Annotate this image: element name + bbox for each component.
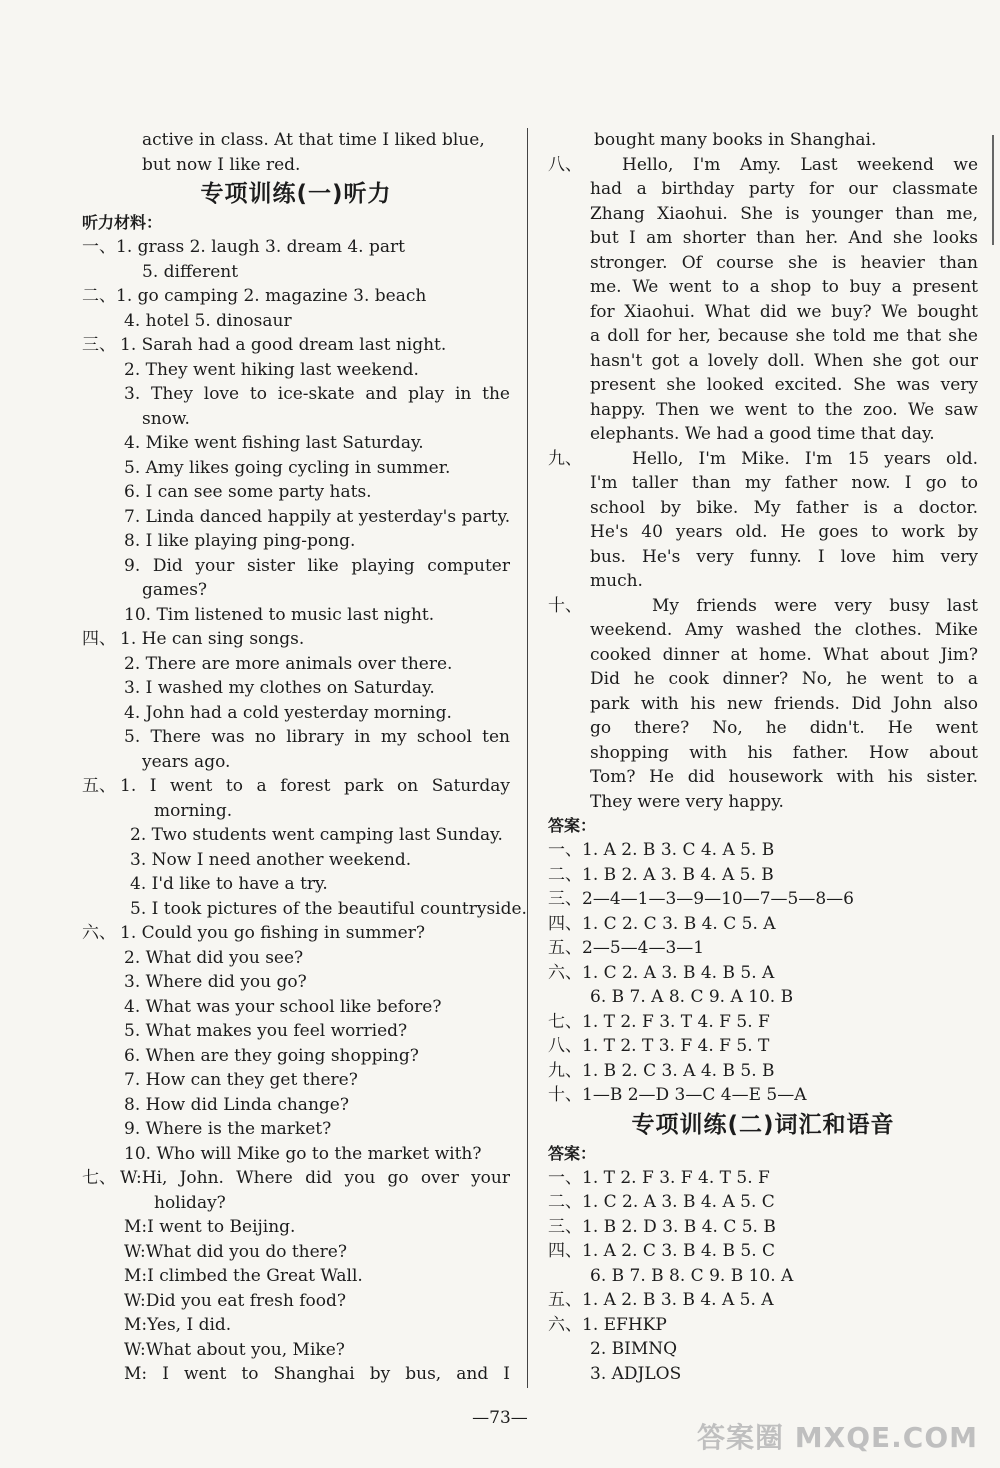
list-item: 2. What did you see? xyxy=(124,947,304,968)
item-text: Hello, I'm Amy. Last weekend we xyxy=(622,154,978,175)
item-text: My friends were very busy last xyxy=(652,595,978,616)
passage-line: for Xiaohui. What did we buy? We bought xyxy=(590,301,978,322)
item-text: 1. He can sing songs. xyxy=(120,629,305,649)
passage-line: He's 40 years old. He goes to work by xyxy=(590,522,978,542)
answer-row: 五、2—5—4—3—1 xyxy=(548,938,705,958)
answer-row: 三、1. B 2. D 3. B 4. C 5. B xyxy=(548,1216,776,1237)
dialogue-line: M:I climbed the Great Wall. xyxy=(124,1266,363,1286)
list-item: 3. I washed my clothes on Saturday. xyxy=(124,678,435,698)
list-item: 8. I like playing ping-pong. xyxy=(124,531,356,551)
answer-row: 6. B 7. B 8. C 9. B 10. A xyxy=(590,1265,794,1286)
section-label: 三、 xyxy=(82,335,116,355)
list-item: 2. There are more animals over there. xyxy=(124,653,453,674)
passage-line xyxy=(548,153,978,178)
list-item: 3. Where did you go? xyxy=(124,972,307,992)
list-item: 4. Mike went fishing last Saturday. xyxy=(124,433,424,453)
passage-line: me. We went to a shop to buy a present xyxy=(590,277,978,297)
passage-line: Did he cook dinner? No, he went to a xyxy=(590,669,978,689)
text-line: 4. hotel 5. dinosaur xyxy=(124,310,292,331)
list-item: 3. Now I need another weekend. xyxy=(130,849,412,870)
list-item: 9. Did your sister like playing computer xyxy=(124,555,510,576)
answer-row: 2. BIMNQ xyxy=(590,1339,678,1359)
answer-row: 八、1. T 2. T 3. F 4. F 5. T xyxy=(548,1036,770,1056)
passage-line: park with his new friends. Did John also xyxy=(590,693,978,714)
answer-row: 十、1—B 2—D 3—C 4—E 5—A xyxy=(548,1085,807,1105)
list-item xyxy=(82,333,510,358)
dialogue-line xyxy=(82,1166,510,1191)
answer-row: 六、1. EFHKP xyxy=(548,1314,667,1335)
passage-line: happy. Then we went to the zoo. We saw xyxy=(590,399,978,420)
answers-label: 答案： xyxy=(548,816,597,835)
section-label: 五、 xyxy=(82,776,116,796)
passage-line: They were very happy. xyxy=(590,791,784,812)
list-item xyxy=(82,774,510,799)
section-label: 九、 xyxy=(548,448,582,469)
answer-row: 五、1. A 2. B 3. B 4. A 5. A xyxy=(548,1290,774,1310)
list-item: 7. Linda danced happily at yesterday's party. xyxy=(124,506,511,527)
dialogue-line: W:What about you, Mike? xyxy=(124,1339,345,1360)
passage-line: cooked dinner at home. What about Jim? xyxy=(590,644,978,665)
list-item: 10. Who will Mike go to the market with? xyxy=(124,1143,482,1164)
item-text: W:Hi, John. Where did you go over your xyxy=(120,1168,510,1188)
passage-line xyxy=(548,447,978,472)
list-item: 5. There was no library in my school ten xyxy=(124,727,510,747)
watermark-logo: 答案圈 MXQE.COM xyxy=(697,1421,978,1454)
passage-line: school by bike. My father is a doctor. xyxy=(590,497,978,518)
passage-line xyxy=(548,594,978,619)
list-item: 5. I took pictures of the beautiful countryside. xyxy=(130,898,527,919)
list-item: years ago. xyxy=(142,751,231,772)
passage-line: much. xyxy=(590,571,643,591)
section-title: 专项训练(一)听力 xyxy=(200,181,392,207)
answer-row: 七、1. T 2. F 3. T 4. F 5. F xyxy=(548,1011,770,1032)
text-line: but now I like red. xyxy=(142,154,301,175)
section-label: 十、 xyxy=(548,595,582,616)
list-item: morning. xyxy=(154,800,233,821)
item-text: 1. I went to a forest park on Saturday xyxy=(120,776,510,796)
section-title: 专项训练(二)词汇和语音 xyxy=(631,1111,895,1138)
list-item: 2. They went hiking last weekend. xyxy=(124,359,419,380)
list-item: 6. I can see some party hats. xyxy=(124,482,372,502)
passage-line: hasn't got a lovely doll. When she got our xyxy=(590,350,978,371)
passage-line: go there? No, he didn't. He went xyxy=(590,718,978,738)
answer-row: 3. ADJLOS xyxy=(590,1363,682,1384)
section-label: 八、 xyxy=(548,154,582,175)
list-item: 4. What was your school like before? xyxy=(124,996,442,1017)
answer-row: 四、1. C 2. C 3. B 4. C 5. A xyxy=(548,913,776,934)
answer-row: 四、1. A 2. C 3. B 4. B 5. C xyxy=(548,1241,776,1261)
answer-row: 二、1. C 2. A 3. B 4. A 5. C xyxy=(548,1192,775,1212)
list-item: games? xyxy=(142,580,208,600)
list-item: 7. How can they get there? xyxy=(124,1070,358,1090)
list-item: 5. Amy likes going cycling in summer. xyxy=(124,457,451,478)
dialogue-line: M:Yes, I did. xyxy=(124,1315,232,1335)
list-item: 4. I'd like to have a try. xyxy=(130,874,328,894)
page-number: —73— xyxy=(472,1408,528,1428)
text-line: 一、1. grass 2. laugh 3. dream 4. part xyxy=(82,237,405,257)
text-line: 5. different xyxy=(142,261,239,282)
answer-row: 6. B 7. A 8. C 9. A 10. B xyxy=(590,987,794,1007)
list-item: 9. Where is the market? xyxy=(124,1119,332,1139)
list-item: 8. How did Linda change? xyxy=(124,1094,349,1115)
answer-row: 一、1. T 2. F 3. F 4. T 5. F xyxy=(548,1167,770,1188)
answer-row: 九、1. B 2. C 3. A 4. B 5. B xyxy=(548,1060,775,1081)
answers-label: 答案： xyxy=(548,1143,597,1163)
list-item xyxy=(82,921,510,946)
passage-line: weekend. Amy washed the clothes. Mike xyxy=(590,620,978,640)
dialogue-line: M: I went to Shanghai by bus, and I xyxy=(124,1364,510,1384)
list-item: 4. John had a cold yesterday morning. xyxy=(124,702,452,723)
passage-line: had a birthday party for our classmate xyxy=(590,179,978,199)
passage-line: shopping with his father. How about xyxy=(590,742,978,763)
passage-line: stronger. Of course she is heavier than xyxy=(590,252,978,273)
section-label: 六、 xyxy=(82,923,116,943)
materials-label: 听力材料： xyxy=(82,213,163,232)
left-column xyxy=(82,128,527,1387)
passage-line: elephants. We had a good time that day. xyxy=(590,424,935,444)
right-column xyxy=(548,128,978,1386)
section-label: 四、 xyxy=(82,629,116,649)
section-label: 七、 xyxy=(82,1168,116,1188)
passage-line: but I am shorter than her. And she looks xyxy=(590,228,978,248)
passage-line: Tom? He did housework with his sister. xyxy=(590,767,978,787)
answer-row: 六、1. C 2. A 3. B 4. B 5. A xyxy=(548,962,775,983)
answer-row: 三、2—4—1—3—9—10—7—5—8—6 xyxy=(548,889,854,909)
passage-line: bus. He's very funny. I love him very xyxy=(590,546,978,567)
list-item xyxy=(82,627,510,652)
list-item: 5. What makes you feel worried? xyxy=(124,1021,408,1041)
passage-line: present she looked excited. She was very xyxy=(590,375,978,395)
text-line: 二、1. go camping 2. magazine 3. beach xyxy=(82,286,427,306)
list-item: snow. xyxy=(142,408,190,429)
list-item: 6. When are they going shopping? xyxy=(124,1045,419,1066)
answer-row: 二、1. B 2. A 3. B 4. A 5. B xyxy=(548,864,774,885)
passage-line: I'm taller than my father now. I go to xyxy=(590,473,978,493)
item-text: Hello, I'm Mike. I'm 15 years old. xyxy=(632,448,978,469)
answer-row: 一、1. A 2. B 3. C 4. A 5. B xyxy=(548,840,775,860)
dialogue-line: W:What did you do there? xyxy=(124,1241,347,1262)
list-item: 10. Tim listened to music last night. xyxy=(124,604,435,625)
passage-line: a doll for her, because she told me that she xyxy=(590,326,978,346)
item-text: 1. Could you go fishing in summer? xyxy=(120,923,425,943)
passage-line: Zhang Xiaohui. She is younger than me, xyxy=(590,203,978,224)
dialogue-line: W:Did you eat fresh food? xyxy=(124,1290,347,1311)
dialogue-line: holiday? xyxy=(154,1192,226,1213)
item-text: 1. Sarah had a good dream last night. xyxy=(120,335,447,355)
dialogue-line: M:I went to Beijing. xyxy=(124,1217,296,1237)
column-divider xyxy=(527,128,528,1388)
list-item: 3. They love to ice-skate and play in the xyxy=(124,384,510,404)
text-line: bought many books in Shanghai. xyxy=(594,130,877,150)
page-edge-line xyxy=(992,135,994,245)
list-item: 2. Two students went camping last Sunday. xyxy=(130,825,503,845)
text-line: active in class. At that time I liked blue, xyxy=(142,130,485,150)
